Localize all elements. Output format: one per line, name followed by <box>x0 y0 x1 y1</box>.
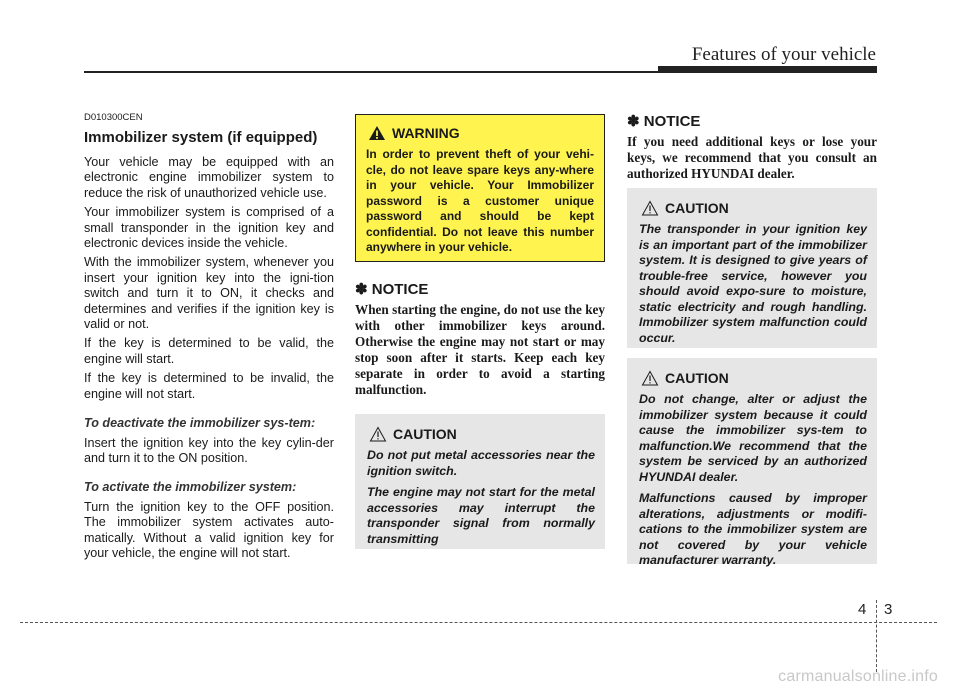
page-number: 3 <box>884 601 893 618</box>
paragraph: If the key is determined to be valid, the engine will start. <box>84 336 334 366</box>
page-header-title: Features of your vehicle <box>691 44 876 65</box>
caution-title: CAUTION <box>665 200 729 216</box>
notice-title: ✽ NOTICE <box>627 113 701 130</box>
notice-box <box>627 112 877 182</box>
header-rule <box>84 71 658 73</box>
warning-box <box>355 114 605 262</box>
chapter-number: 4 <box>858 601 867 618</box>
caution-box <box>627 358 877 567</box>
caution-triangle-icon <box>641 200 659 216</box>
immobilizer-section <box>84 112 334 565</box>
activate-text: Turn the ignition key to the OFF position. The immobilizer system activates auto-matically. Without a valid ignition key for your vehicle, the engine will not start. <box>84 499 334 560</box>
paragraph: If the key is determined to be invalid, the engine will not start. <box>84 371 334 401</box>
deactivate-heading: To deactivate the immobilizer sys-tem: <box>84 416 316 431</box>
notice-title: ✽ NOTICE <box>355 281 429 298</box>
section-code: D010300CEN <box>84 112 143 123</box>
footer-divider <box>876 600 877 672</box>
caution-text: Malfunctions caused by improper alterations, adjustments or modifi-cations to the immobilizer system are not covered by your vehicle manufacturer warranty. <box>639 491 867 567</box>
header-rule-thick <box>658 66 877 73</box>
paragraph: Your vehicle may be equipped with an electronic engine immobilizer system to reduce the risk of unauthorized vehicle use. <box>84 155 334 200</box>
caution-text: Do not change, alter or adjust the immobilizer system because it could cause the immobilizer sys-tem to malfunction.We recommend that the system be serviced by an authorized HYUNDAI dealer. <box>639 392 867 484</box>
watermark: carmanualsonline.info <box>778 668 938 685</box>
caution-box <box>627 188 877 348</box>
caution-text: Do not put metal accessories near the ignition switch. <box>367 448 595 478</box>
caution-title: CAUTION <box>665 370 729 386</box>
notice-box <box>355 280 605 398</box>
caution-title: CAUTION <box>393 426 457 442</box>
activate-heading: To activate the immobilizer system: <box>84 480 297 495</box>
caution-text: The engine may not start for the metal accessories may interrupt the transponder signal from normally transmitting <box>367 485 595 546</box>
deactivate-text: Insert the ignition key into the key cylin-der and turn it to the ON position. <box>84 435 334 465</box>
notice-text: If you need additional keys or lose your keys, we recommend that you consult an authorized HYUNDAI dealer. <box>627 134 877 181</box>
warning-triangle-icon <box>368 125 386 141</box>
warning-title: WARNING <box>392 125 460 141</box>
section-heading: Immobilizer system (if equipped) <box>84 129 318 146</box>
notice-text: When starting the engine, do not use the key with other immobilizer keys around. Otherwise the engine may not start or may stop soon after it starts. Keep each key separate in order to avoid a starting malfunction. <box>355 302 605 397</box>
caution-triangle-icon <box>641 370 659 386</box>
paragraph: Your immobilizer system is comprised of a small transponder in the ignition key and electronic devices inside the vehicle. <box>84 205 334 251</box>
paragraph: With the immobilizer system, whenever you insert your ignition key into the igni-tion switch and turn it to ON, it checks and determines and verifies if the ignition key is valid or not. <box>84 255 334 332</box>
caution-text: The transponder in your ignition key is an important part of the immobilizer system. It is designed to give years of trouble-free service, however you should avoid expo-sure to moisture, static electricity and rough handling. Immobilizer system malfunction could occur. <box>639 222 867 345</box>
caution-triangle-icon <box>369 426 387 442</box>
caution-box <box>355 414 605 549</box>
footer-rule <box>20 622 937 623</box>
warning-text: In order to prevent theft of your vehi-cle, do not leave spare keys any-where in your vehicle. Your Immobilizer password is a customer unique password and should be kept confidential. Do not leave this number anywhere in your vehicle. <box>366 147 594 254</box>
